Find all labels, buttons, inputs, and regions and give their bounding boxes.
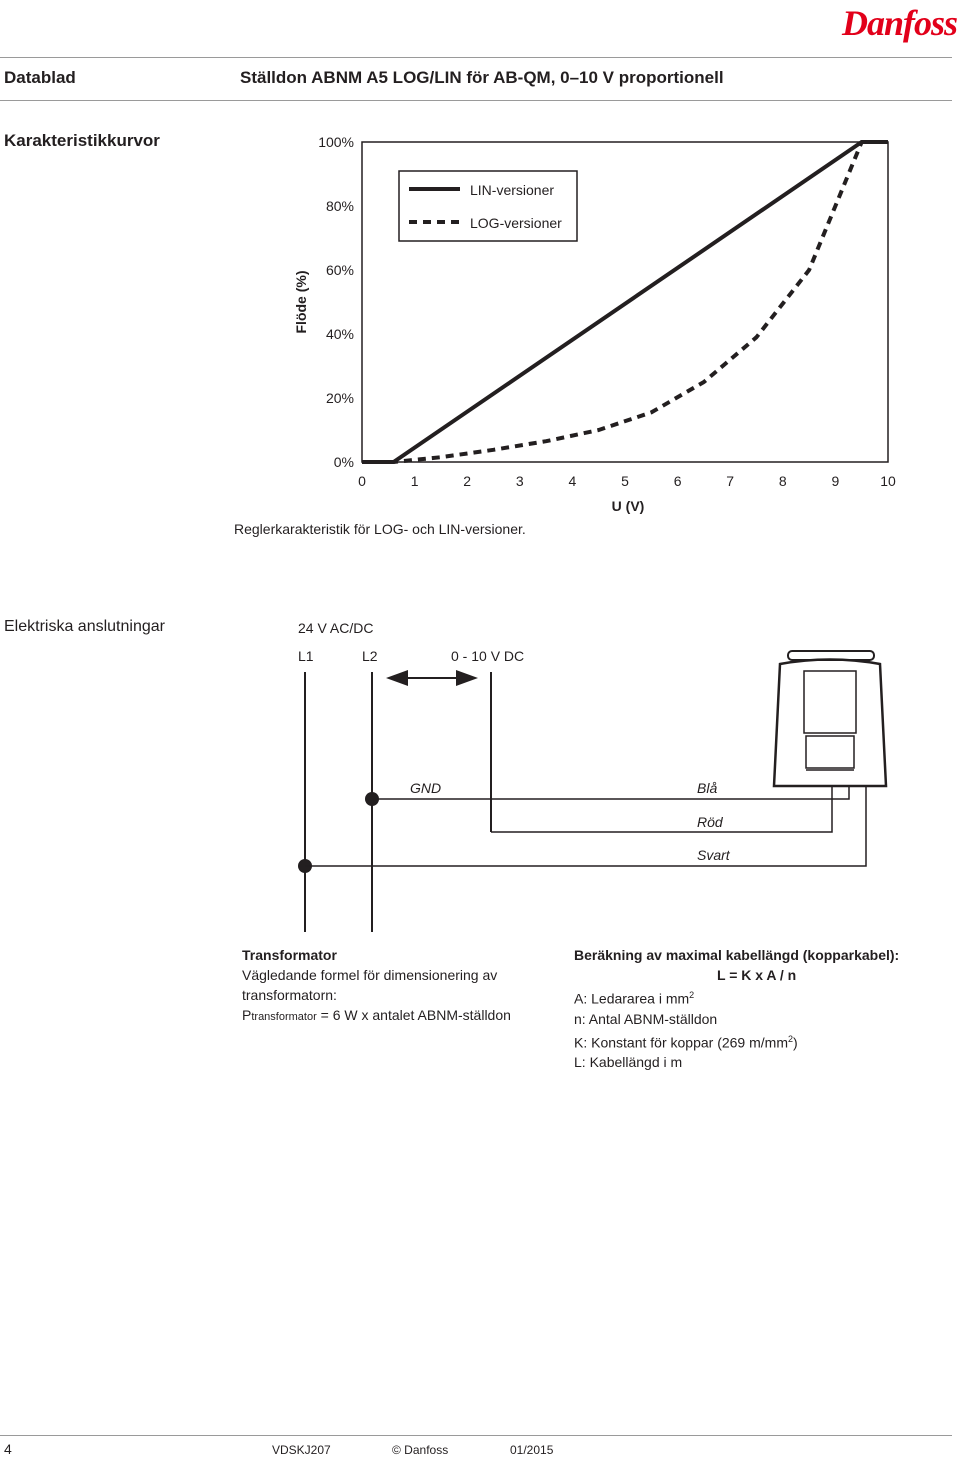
doc-type: Datablad [4, 68, 76, 87]
x-tick-label: 10 [880, 473, 896, 489]
cable-block [574, 945, 899, 1072]
signal-label: 0 - 10 V DC [451, 648, 525, 664]
gnd-label: GND [410, 780, 442, 796]
formula-subscript: transformator [251, 1011, 317, 1023]
transformer-heading: Transformator [242, 947, 337, 963]
cable-k-sup: 2 [787, 1033, 793, 1044]
cable-a [574, 985, 899, 1009]
chart-caption: Reglerkarakteristik för LOG- och LIN-versioner. [234, 521, 526, 537]
footer-rule [0, 1435, 952, 1436]
y-axis-label: Flöde (%) [293, 270, 309, 334]
arrow-right-head [456, 670, 478, 686]
x-tick-label: 4 [568, 473, 577, 489]
cable-k-text: K: Konstant för koppar (269 m/mm [574, 1034, 788, 1051]
cable-n: n: Antal ABNM-ställdon [574, 1010, 718, 1027]
transformer-line1: Vägledande formel för dimensionering av [242, 967, 498, 983]
x-tick-label: 6 [673, 473, 682, 489]
actuator-illustration [774, 651, 886, 786]
doc-code: VDSKJ207 [272, 1443, 331, 1457]
wire-black [305, 785, 866, 866]
x-tick-label: 7 [726, 473, 735, 489]
section-title-curves: Karakteristikkurvor [4, 131, 160, 150]
transformer-block [242, 945, 511, 1027]
cable-k-end: ) [793, 1034, 798, 1051]
copyright: © Danfoss [392, 1443, 449, 1457]
legend-label-log: LOG-versioner [470, 215, 562, 231]
x-tick-label: 1 [410, 473, 419, 489]
cable-formula: L = K x A / n [717, 967, 797, 983]
transformer-formula [242, 1005, 511, 1027]
footer-date: 01/2015 [510, 1443, 554, 1457]
x-tick-label: 8 [778, 473, 787, 489]
l2-label: L2 [362, 648, 378, 664]
x-axis-label: U (V) [611, 498, 645, 514]
black-wire-label: Svart [697, 847, 730, 863]
cable-heading: Beräkning av maximal kabellängd (kopparkabel): [574, 947, 900, 963]
cable-l: L: Kabellängd i m [574, 1054, 683, 1071]
page-title: Ställdon ABNM A5 LOG/LIN för AB-QM, 0–10 V proportionell [240, 68, 724, 87]
x-tick-label: 0 [358, 473, 366, 489]
y-tick-label: 80% [325, 198, 354, 214]
l1-label: L1 [298, 648, 314, 664]
x-tick-label: 3 [515, 473, 524, 489]
wire-red [491, 785, 832, 832]
legend-label-lin: LIN-versioner [470, 182, 555, 198]
y-tick-label: 0% [333, 454, 354, 470]
cable-a-text: A: Ledararea i mm [574, 990, 690, 1007]
blue-wire-label: Blå [697, 780, 718, 796]
cable-a-sup: 2 [689, 990, 695, 1000]
y-tick-label: 40% [325, 326, 354, 342]
arrow-left-head [386, 670, 408, 686]
danfoss-logo: Danfoss [842, 3, 958, 43]
x-tick-label: 9 [831, 473, 840, 489]
transformer-line2: transformatorn: [242, 987, 337, 1003]
section-title-electrical: Elektriska anslutningar [4, 618, 165, 635]
y-tick-label: 100% [318, 134, 354, 150]
x-tick-label: 5 [621, 473, 629, 489]
red-wire-label: Röd [697, 814, 723, 830]
formula-rest: = 6 W x antalet ABNM-ställdon [316, 1007, 511, 1023]
x-tick-label: 2 [463, 473, 472, 489]
page-number: 4 [4, 1441, 12, 1457]
cable-k [574, 1029, 899, 1053]
formula-p: P [242, 1007, 252, 1023]
y-tick-label: 20% [325, 390, 354, 406]
supply-label: 24 V AC/DC [298, 620, 374, 636]
y-tick-label: 60% [325, 262, 354, 278]
